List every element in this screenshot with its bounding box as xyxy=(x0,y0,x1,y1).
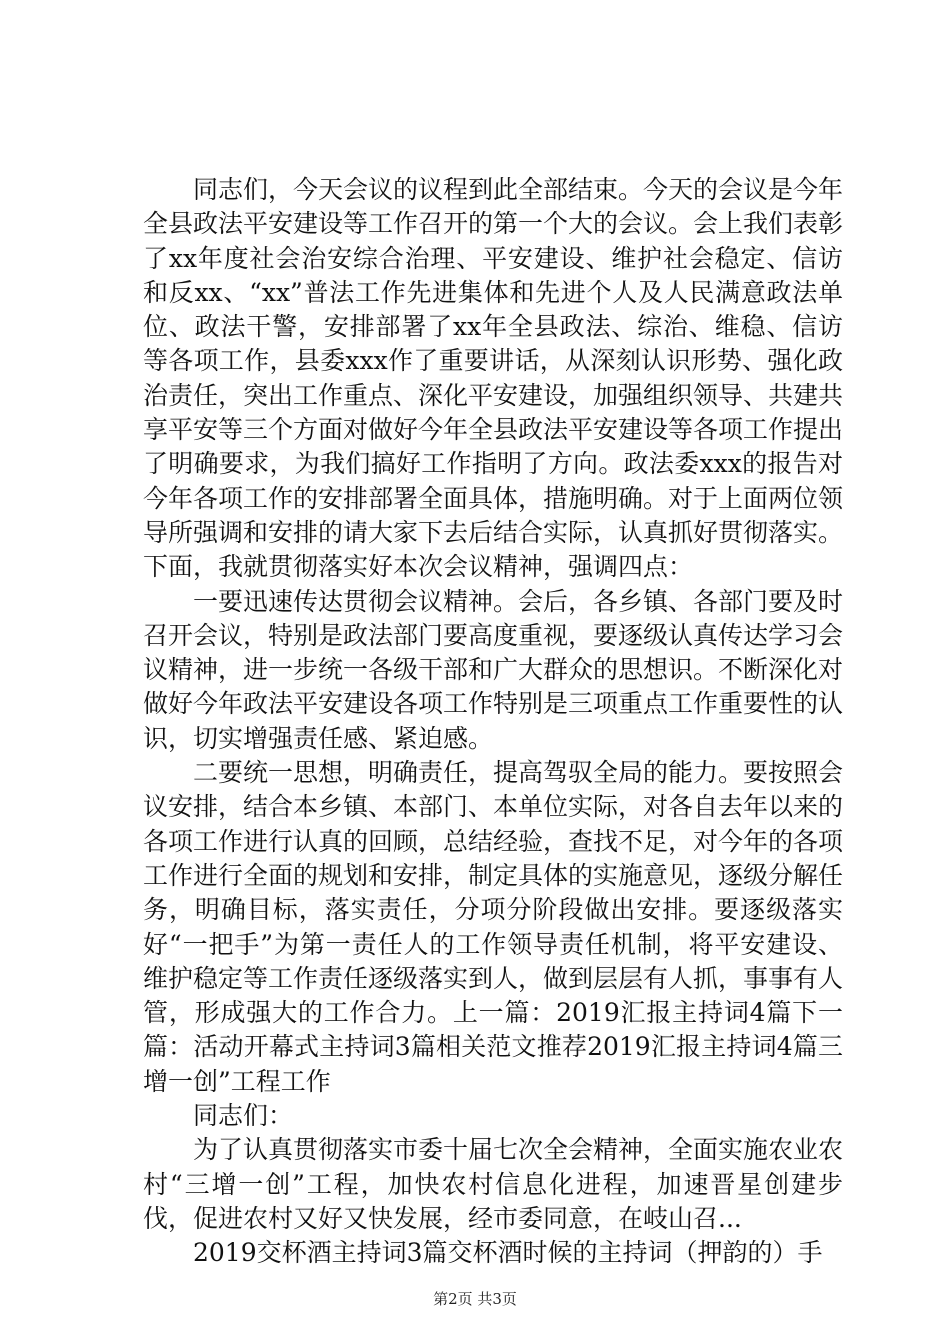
paragraph-salutation: 同志们： xyxy=(193,1101,294,1131)
paragraph-related-excerpt: 为了认真贯彻落实市委十届七次全会精神，全面实施农业农村“三增一创”工程，加快农村信息化进程，加速晋星创建步伐，促进农村又好又快发展，经市委同意，在岐山召... xyxy=(143,1135,844,1233)
paragraph-point-one: 一要迅速传达贯彻会议精神。会后，各乡镇、各部门要及时召开会议，特别是政法部门要高度重视，要逐级认真传达学习会议精神，进一步统一各级干部和广大群众的思想识。不断深化对做好今年政法平安建设各项工作特别是三项重点工作重要性的认识，切实增强责任感、紧迫感。 xyxy=(143,586,844,753)
paragraph-closing-remarks: 同志们，今天会议的议程到此全部结束。今天的会议是今年全县政法平安建设等工作召开的第一个大的会议。会上我们表彰了xx年度社会治安综合治理、平安建设、维护社会稳定、信访和反xx、“xx”普法工作先进集体和先进个人及人民满意政法单位、政法干警，安排部署了xx年全县政法、综治、维稳、信访等各项工作，县委xxx作了重要讲话，从深刻认识形势、强化政治责任，突出工作重点、深化平安建设，加强组织领导、共建共享平安等三个方面对做好今年全县政法平安建设等各项工作提出了明确要求，为我们搞好工作指明了方向。政法委xxx的报告对今年各项工作的安排部署全面具体，措施明确。对于上面两位领导所强调和安排的请大家下去后结合实际，认真抓好贯彻落实。下面，我就贯彻落实好本次会议精神，强调四点： xyxy=(143,175,844,582)
paragraph-point-two: 二要统一思想，明确责任，提高驾驭全局的能力。要按照会议安排，结合本乡镇、本部门、本单位实际，对各自去年以来的各项工作进行认真的回顾，总结经验，查找不足，对今年的各项工作进行全面的规划和安排，制定具体的实施意见，逐级分解任务，明确目标，落实责任，分项分阶段做出安排。要逐级落实好“一把手”为第一责任人的工作领导责任机制，将平安建设、维护稳定等工作责任逐级落实到人，做到层层有人抓，事事有人管，形成强大的工作合力。上一篇：2019汇报主持词4篇下一篇：活动开幕式主持词3篇相关范文推荐2019汇报主持词4篇三增一创”工程工作 xyxy=(143,758,844,1096)
paragraph-related-title: 2019交杯酒主持词3篇交杯酒时候的主持词（押韵的）手 xyxy=(193,1238,823,1268)
document-body xyxy=(143,173,843,1271)
page-number-footer: 第2页 共3页 xyxy=(433,1290,517,1308)
